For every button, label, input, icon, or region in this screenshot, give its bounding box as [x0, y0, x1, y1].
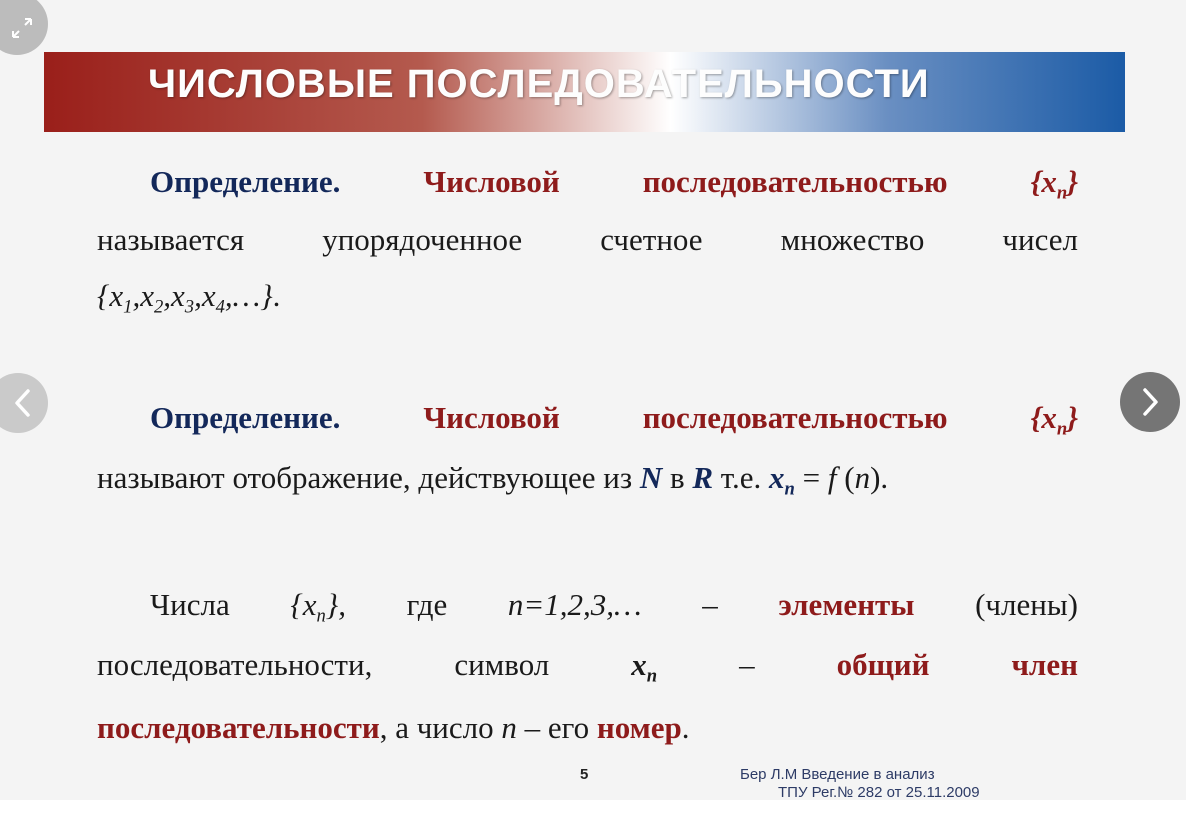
para3-gde: где: [406, 587, 448, 622]
para3-tail-b: – его: [524, 710, 590, 745]
def1-line3: [97, 276, 1078, 328]
def2-term2: последовательностью: [642, 400, 948, 435]
para3-dash2: –: [739, 647, 755, 682]
para3-obshchiy: общий: [836, 647, 930, 682]
def1-word: счетное: [600, 222, 703, 257]
para3-posled-bold: последовательности: [97, 710, 380, 745]
para3-chlen: член: [1011, 647, 1078, 682]
def1-line2: [97, 220, 1078, 260]
def1-label: Определение.: [150, 164, 341, 199]
def2-xn: $\{x_n\}$: [1030, 400, 1078, 440]
def1-word: называется: [97, 222, 245, 257]
author-credit: [740, 766, 980, 802]
para3-n: n: [501, 710, 517, 745]
page-number: 5: [580, 766, 589, 783]
def1-period: .: [272, 278, 281, 313]
para3-tail-a: , а число: [379, 710, 494, 745]
def2-label: Определение.: [150, 400, 341, 435]
def1-set: $\{x_1,x_2,x_3,x_4,\dots\}$: [97, 278, 273, 318]
def2-term1: Числовой: [423, 400, 560, 435]
def2-period: .: [880, 460, 889, 495]
para3-line2: [97, 645, 1078, 697]
para3-chisla: Числа: [150, 587, 230, 622]
para3-seq: n=1,2,3,…: [507, 587, 642, 622]
def1-word: упорядоченное: [322, 222, 523, 257]
para3-simvol: символ: [454, 647, 550, 682]
def1-word: чисел: [1002, 222, 1078, 257]
para3-period: .: [681, 710, 690, 745]
next-slide-button[interactable]: [1120, 372, 1180, 432]
def2-te: т.е.: [720, 460, 762, 495]
def2-text: называют отображение, действующее из: [97, 460, 633, 495]
para3-symbol-xn: $x_n$: [631, 647, 658, 687]
chevron-right-icon: [1138, 387, 1162, 417]
def2-line1: [150, 398, 1078, 450]
expand-icon: [9, 15, 35, 41]
def2-N: N: [639, 460, 663, 495]
def2-in: в: [669, 460, 685, 495]
chevron-left-icon: [11, 388, 35, 418]
para3-dash: –: [702, 587, 718, 622]
para3-posled: последовательности,: [97, 647, 373, 682]
para3-xn: $\{x_n\}$,: [290, 587, 346, 627]
def1-xn: $\{x_n\}$: [1030, 164, 1078, 204]
para3-chleny: (члены): [975, 587, 1078, 622]
slide-title: ЧИСЛОВЫЕ ПОСЛЕДОВАТЕЛЬНОСТИ: [148, 62, 930, 106]
def1-line1: [150, 162, 1078, 214]
def1-word: множество: [780, 222, 925, 257]
para3-nomer: номер: [596, 710, 682, 745]
para3-line1: [150, 585, 1078, 637]
def2-R: R: [692, 460, 714, 495]
def2-n: n: [854, 460, 871, 495]
para3-line3: [97, 708, 1078, 748]
author-line2: ТПУ Рег.№ 282 от 25.11.2009: [778, 784, 980, 801]
def1-term1: Числовой: [423, 164, 560, 199]
def2-line2: называют отображение, действующее из N в R т.е. $x_n$ = f ( n ) .: [97, 458, 1078, 510]
def2-func: f: [827, 460, 837, 495]
def2-xn-eq: $x_n$: [769, 460, 795, 500]
para3-elementy: элементы: [778, 587, 915, 622]
def1-term2: последовательностью: [642, 164, 948, 199]
author-line1: Бер Л.М Введение в анализ: [740, 766, 935, 783]
